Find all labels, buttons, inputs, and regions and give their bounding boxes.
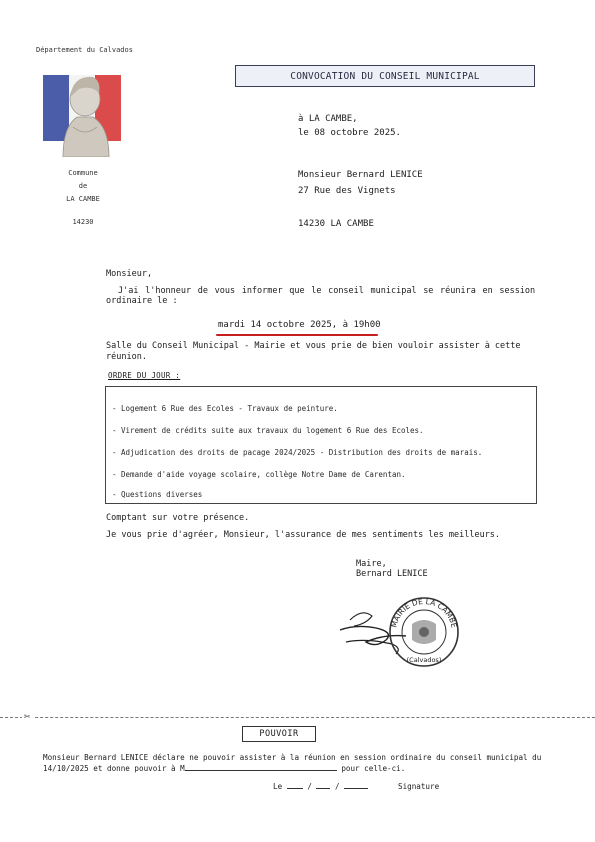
- agenda-item: - Adjudication des droits de pacage 2024/2025 - Distribution des droits de marais.: [112, 448, 483, 457]
- proxy-line-2: [43, 764, 405, 773]
- agenda-item: - Logement 6 Rue des Ecoles - Travaux de peinture.: [112, 404, 338, 413]
- location-line-2: réunion.: [106, 352, 147, 362]
- agenda-item: - Demande d'aide voyage scolaire, collège Notre Dame de Carentan.: [112, 470, 406, 479]
- proxy-line-2-end: pour celle-ci.: [341, 764, 406, 773]
- marianne-flag-logo: [43, 67, 121, 157]
- proxy-name-blank[interactable]: [185, 770, 337, 771]
- document-title: CONVOCATION DU CONSEIL MUNICIPAL: [235, 65, 535, 87]
- stamp-text: MAIRIE DE LA CAMBE: [389, 596, 459, 629]
- agenda-item: - Questions diverses: [112, 490, 203, 499]
- place-line: à LA CAMBE,: [298, 114, 358, 124]
- signature-name: Bernard LENICE: [356, 569, 428, 579]
- commune-postcode: 14230: [72, 218, 94, 226]
- stamp-subtext: (Calvados): [406, 656, 442, 664]
- cut-line: [0, 717, 595, 718]
- proxy-line-1: Monsieur Bernard LENICE déclare ne pouvoir assister à la réunion en session ordinaire du conseil municipal du: [43, 753, 542, 762]
- intro-line-1: J'ai l'honneur de vous informer que le conseil municipal se réunira en session: [118, 286, 536, 296]
- agenda-box: [105, 386, 537, 504]
- mayor-stamp-signature: [336, 590, 466, 675]
- salutation: Monsieur,: [106, 269, 153, 279]
- commune-label: Commune: [68, 169, 98, 177]
- closing-line-1: Comptant sur votre présence.: [106, 513, 250, 523]
- meeting-datetime: mardi 14 octobre 2025, à 19h00: [218, 320, 381, 330]
- recipient-street: 27 Rue des Vignets: [298, 186, 396, 196]
- closing-line-2: Je vous prie d'agréer, Monsieur, l'assurance de mes sentiments les meilleurs.: [106, 530, 501, 540]
- recipient-city: 14230 LA CAMBE: [298, 219, 374, 229]
- agenda-item: - Virement de crédits suite aux travaux du logement 6 Rue des Ecoles.: [112, 426, 424, 435]
- date-line: le 08 octobre 2025.: [298, 128, 401, 138]
- meeting-underline: [216, 334, 378, 336]
- agenda-label: ORDRE DU JOUR :: [108, 371, 181, 380]
- proxy-date-row: [273, 782, 368, 791]
- signature-role: Maire,: [356, 559, 387, 569]
- proxy-date-sep: /: [307, 782, 312, 791]
- proxy-date-prefix: Le: [273, 782, 283, 791]
- proxy-signature-label: Signature: [398, 782, 440, 791]
- department-label: Département du Calvados: [36, 46, 133, 54]
- proxy-date-sep: /: [335, 782, 340, 791]
- pouvoir-title: POUVOIR: [242, 726, 316, 742]
- proxy-line-2-start: 14/10/2025 et donne pouvoir à M: [43, 764, 185, 773]
- scissors-icon: ✂: [24, 710, 31, 723]
- intro-line-2: ordinaire le :: [106, 296, 178, 306]
- location-line-1: Salle du Conseil Municipal - Mairie et vous prie de bien vouloir assister à cette: [106, 341, 521, 351]
- recipient-name: Monsieur Bernard LENICE: [298, 170, 423, 180]
- proxy-year-blank[interactable]: [344, 788, 368, 789]
- commune-de: de: [78, 182, 88, 190]
- proxy-month-blank[interactable]: [316, 788, 330, 789]
- proxy-day-blank[interactable]: [287, 788, 303, 789]
- commune-name: LA CAMBE: [66, 195, 100, 203]
